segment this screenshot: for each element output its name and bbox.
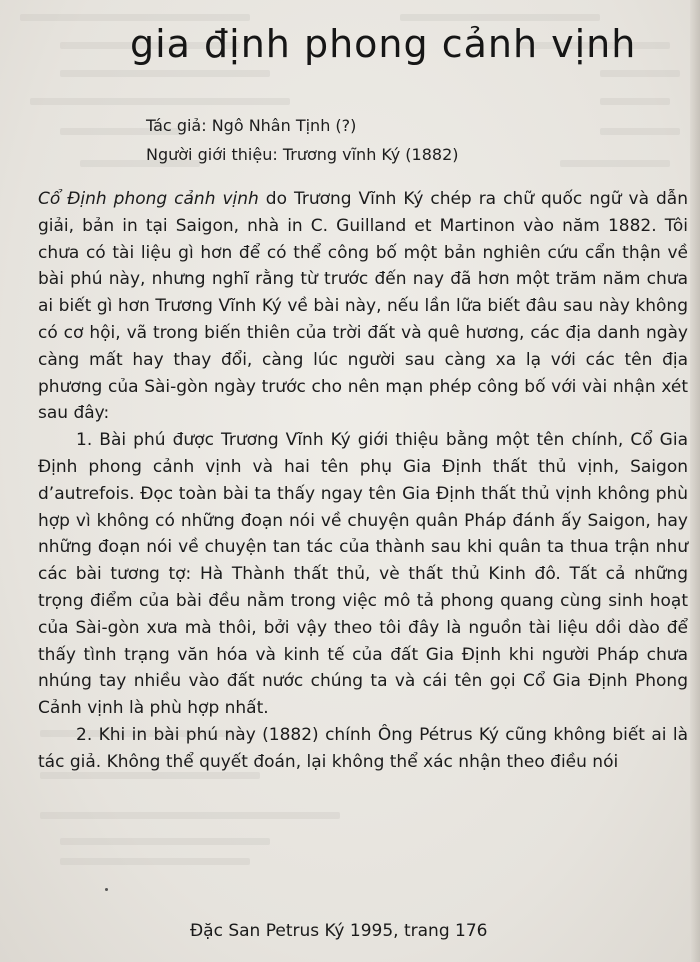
paragraph-intro [38,186,688,427]
paragraph-point-2: 2. Khi in bài phú này (1882) chính Ông Pétrus Ký cũng không biết ai là tác giả. Không thể quyết đoán, lại không thể xác nhận theo điều nói [38,724,688,772]
italic-lead: Cổ Định phong cảnh vịnh [38,189,259,209]
author-line: Tác giả: Ngô Nhân Tịnh (?) [146,116,357,135]
page-edge-shadow [690,0,700,962]
page-footer: Đặc San Petrus Ký 1995, trang 176 [190,921,488,941]
body-text [38,186,688,776]
paragraph-point-1: 1. Bài phú được Trương Vĩnh Ký giới thiệu bằng một tên chính, Cổ Gia Định phong cảnh vịnh và hai tên phụ Gia Định thất thủ vịnh, Saigon d’autrefois. Đọc toàn bài ta thấy ngay tên Gia Định thất thủ vịnh không phù hợp vì không có những đoạn nói về chuyện quân Pháp đánh ấy Saigon, hay những đoạn nói về chuyện tan tác của thành sau khi quân ta thua trận như các bài tương tợ: Hà Thành thất thủ, vè thất thủ Kinh đô. Tất cả những trọng điểm của bài đều nằm trong việc mô tả phong quang cùng sinh hoạt của Sài-gòn xưa mà thôi, bởi vậy theo tôi đây là nguồn tài liệu dồi dào để thấy tình trạng văn hóa và kinh tế của đất Gia Định khi người Pháp chưa nhúng tay nhiều vào đất nước chúng ta và cái tên gọi Cổ Gia Định Phong Cảnh vịnh là phù hợp nhất. [38,430,688,719]
page-title: gia định phong cảnh vịnh [130,22,637,66]
paragraph-intro-text: do Trương Vĩnh Ký chép ra chữ quốc ngữ và dẫn giải, bản in tại Saigon, nhà in C. Guilland et Martinon vào năm 1882. Tôi chưa có tài liệu gì hơn để có thể công bố một bản nghiên cứu cẩn thận về bài phú này, nhưng nghĩ rằng từ trước đến nay đã hơn một trăm năm chưa ai biết gì hơn Trương Vĩnh Ký về bài này, nếu lần lữa biết đâu sau này không có cơ hội, vã trong biến thiên của trời đất và quê hương, các địa danh ngày càng mất hay thay đổi, càng lúc người sau càng xa lạ với các tên địa phương của Sài-gòn ngày trước cho nên mạn phép công bố với vài nhận xét sau đây: [38,189,688,424]
stray-mark [105,888,108,891]
introducer-line: Người giới thiệu: Trương vĩnh Ký (1882) [146,145,459,164]
